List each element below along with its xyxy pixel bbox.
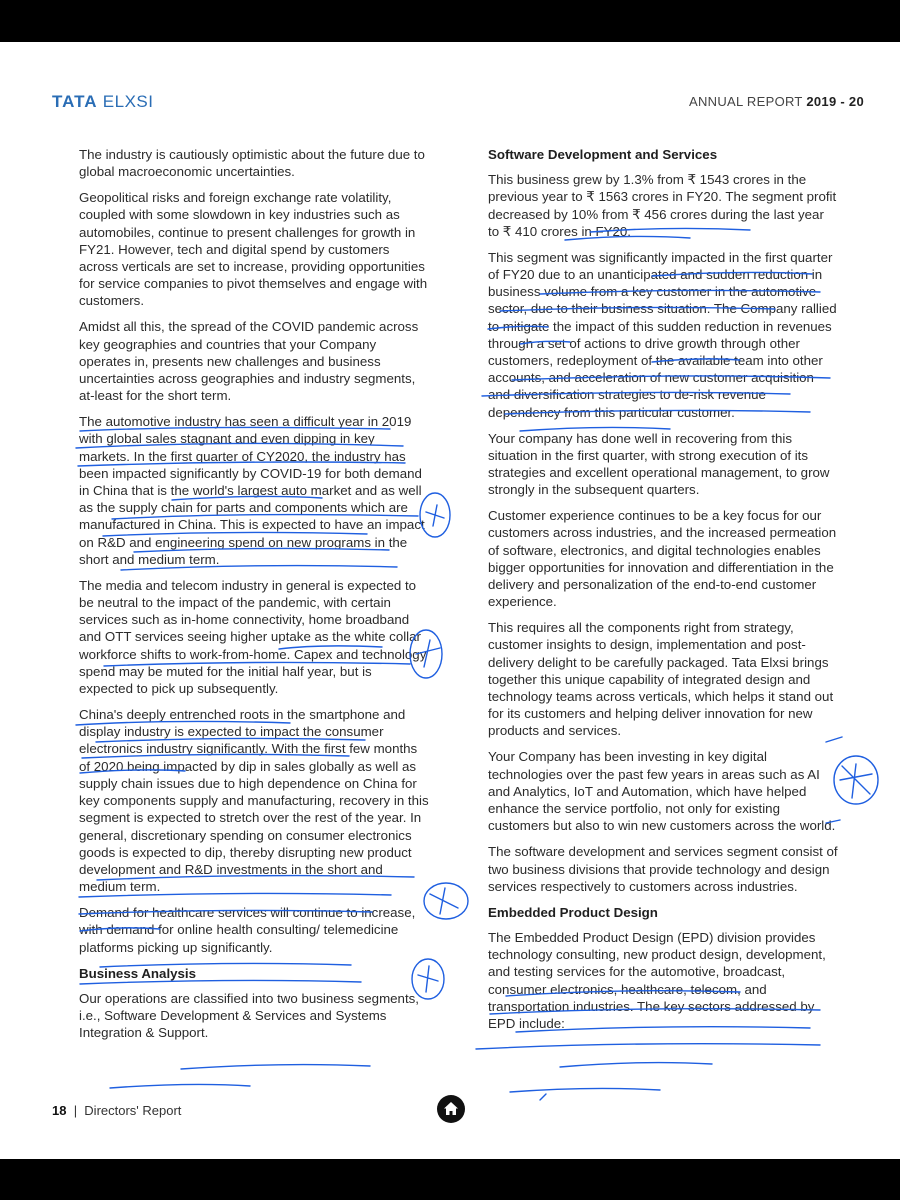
paragraph: Customer experience continues to be a key focus for our customers across industries, and the increased permeation of software, electronics, and digital technologies enables bigger opportunities for innovation and differentiation in the delivery and personalization of the end-to-end customer experience. bbox=[488, 508, 837, 610]
section-heading: Embedded Product Design bbox=[488, 904, 658, 920]
paragraph: The automotive industry has seen a difficult year in 2019 with global sales stagnant and even dipping in key markets. In the first quarter of CY2020, the industry has been impacted significantly by COVID-19 for both demand in China that is the world's largest auto market and as well as the supply chain for parts and components which are manufactured in China. This is expected to have an impact on R&D and engineering spend on new programs in the short and medium term. bbox=[79, 414, 425, 567]
report-page bbox=[0, 42, 900, 1159]
paragraph: Geopolitical risks and foreign exchange rate volatility, coupled with some slowdown in key industries such as automobiles, continue to present challenges for growth in FY21. However, tech and digital spend by customers across verticals are set to increase, providing opportunities for service companies to pivot themselves and engage with customers. bbox=[79, 190, 428, 309]
left-column bbox=[79, 146, 429, 1050]
paragraph: The industry is cautiously optimistic about the future due to global macroeconomic uncertainties. bbox=[79, 147, 425, 180]
paragraph: Your Company has been investing in key digital technologies over the past few years in areas such as AI and Analytics, IoT and Automation, which have helped enhance the service portfolio, not only for existing customers but also to win new customers across the world. bbox=[488, 749, 836, 834]
paragraph: China's deeply entrenched roots in the smartphone and display industry is expected to impact the consumer electronics industry significantly. With the first few months of 2020 being impacted by dip in sales globally as well as supply chain issues due to high dependence on China for key components supply and manufacturing, recovery in this segment is expected to stretch over the rest of the year. In general, discretionary spending on consumer electronics goods is expected to dip, thereby disrupting new product development and R&D investments in the short and medium term. bbox=[79, 707, 429, 895]
section-heading: Software Development and Services bbox=[488, 147, 718, 162]
paragraph: The Embedded Product Design (EPD) division provides technology consulting, new product design, development, and testing services for the automotive, broadcast, consumer electronics, healthcare, telecom, and transportation industries. The key sectors addressed by EPD include: bbox=[488, 929, 826, 1031]
page-footer: 18 | Directors' Report bbox=[52, 1103, 182, 1118]
paragraph: This segment was significantly impacted in the first quarter of FY20 due to an unanticipated and sudden reduction in business volume from a key customer in the automotive sector, due to their business situation. The Company rallied to mitigate the impact of this sudden reduction in revenues through a set of actions to drive growth through other customers, redeployment of the available team into other accounts, and acceleration of new customer acquisition and diversification strategies to de-risk revenue dependency from this particular customer. bbox=[488, 249, 837, 420]
paragraph: Amidst all this, the spread of the COVID pandemic across key geographies and countries that your Company operates in, presents new challenges and business uncertainties across geographies and industry segments, at-least for the short term. bbox=[79, 319, 419, 404]
paragraph: The software development and services segment consist of two business divisions that provide technology and design services respectively to customers across industries. bbox=[488, 844, 838, 894]
paragraph: This business grew by 1.3% from ₹ 1543 crores in the previous year to ₹ 1563 crores in FY20. The segment profit decreased by 10% from ₹ 456 crores during the last year to ₹ 410 crores in FY20. bbox=[488, 172, 837, 239]
section-heading: Business Analysis bbox=[79, 965, 197, 981]
paragraph: This requires all the components right from strategy, customer insights to design, implementation and post-delivery delight to be carefully packaged. Tata Elxsi brings together this unique capability of integrated design and technology teams across verticals, which helps it stand out for its customers and helping deliver innovation for new products and services. bbox=[488, 620, 834, 739]
annual-report-label: ANNUAL REPORT 2019 - 20 bbox=[688, 94, 864, 109]
paragraph: Demand for healthcare services will continue to increase, with demand for online health consulting/ telemedicine platforms picking up significantly. bbox=[79, 905, 416, 955]
paragraph: The media and telecom industry in general is expected to be neutral to the impact of the pandemic, with certain services such as in-home connectivity, home broadband and OTT services seeing higher uptake as the white collar workforce shifts to work-from-home. Capex and technology spend may be muted for the initial half year, but is expected to pick up subsequently. bbox=[79, 577, 427, 697]
paragraph: Our operations are classified into two business segments, i.e., Software Development & Services and Systems Integration & Support. bbox=[79, 990, 419, 1041]
page-header bbox=[52, 92, 864, 112]
right-column bbox=[488, 146, 838, 1041]
home-button[interactable] bbox=[437, 1095, 465, 1123]
tata-elxsi-logo: TATA ELXSI bbox=[52, 92, 154, 111]
home-icon bbox=[442, 1100, 460, 1118]
paragraph: Your company has done well in recovering from this situation in the first quarter, with strong execution of its strategies and excellent operational management, to grow strongly in the subsequent quarters. bbox=[488, 430, 830, 498]
